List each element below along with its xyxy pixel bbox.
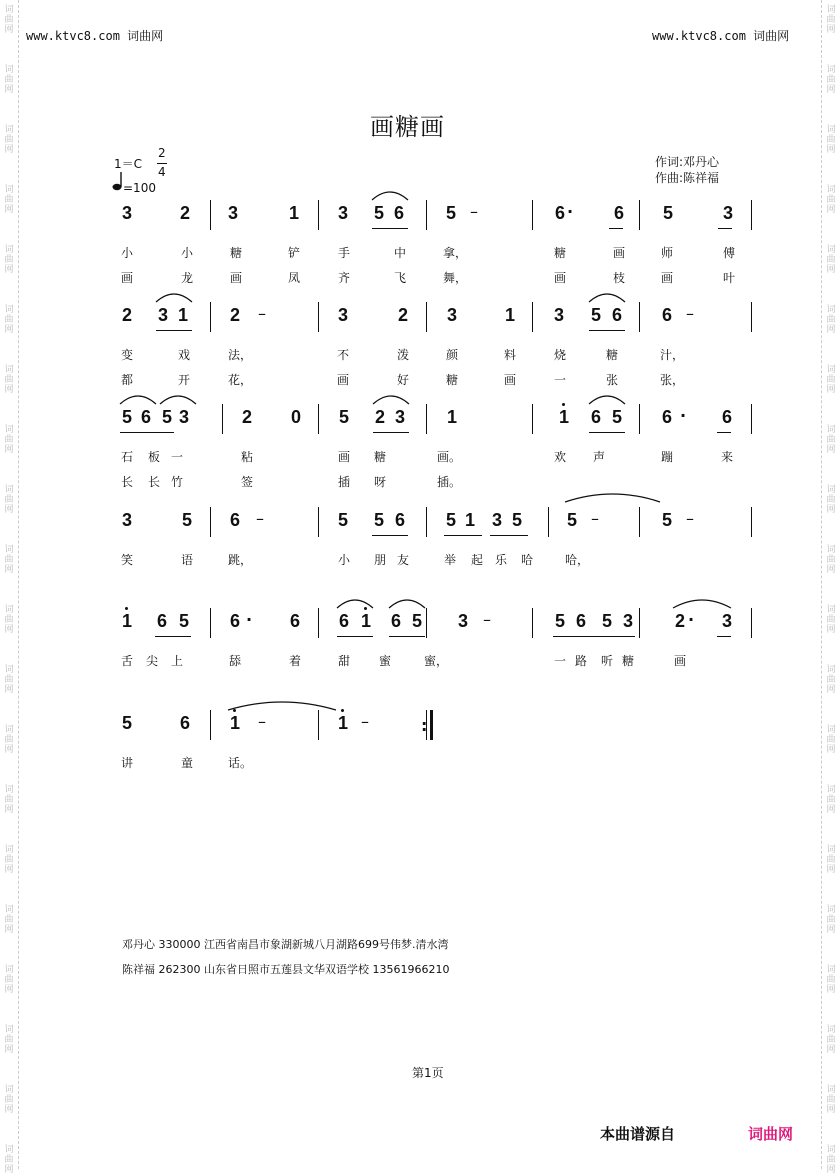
lyricist: 作词:邓丹心: [655, 155, 720, 169]
lyric-verse2: 飞: [393, 271, 406, 285]
lyric-verse1: 朋: [373, 553, 386, 567]
score-note: 3: [457, 611, 468, 631]
watermark-text: 词 曲 网: [4, 365, 14, 395]
bar-line: [751, 608, 752, 638]
watermark-text: 词 曲 网: [826, 185, 836, 215]
score-note: 3: [446, 305, 457, 325]
bar-line: [548, 507, 549, 537]
score-note: 1: [464, 510, 475, 530]
final-bar-thick: [430, 710, 433, 740]
beam-underline: [718, 228, 732, 229]
lyric-verse2: 叶: [722, 271, 735, 285]
header-site-left[interactable]: www.ktvc8.com 词曲网: [26, 29, 164, 43]
score-note: 5: [662, 203, 673, 223]
score-note: 3: [121, 510, 132, 530]
slur-arc: [673, 600, 731, 608]
watermark-text: 词 曲 网: [4, 665, 14, 695]
lyric-verse1: 拿，: [443, 246, 468, 260]
score-note: 1: [228, 714, 242, 732]
score-note: 5: [121, 407, 132, 427]
score-note: 2: [241, 407, 252, 427]
score-note: 2: [179, 203, 190, 223]
score-note: 5: [373, 510, 384, 530]
beam-underline: [717, 432, 731, 433]
lyric-verse1: 舔: [228, 654, 241, 668]
lyric-verse2: 签: [240, 475, 253, 489]
watermark-text: 词 曲 网: [826, 605, 836, 635]
lyric-verse2: 舞，: [443, 271, 468, 285]
slur-arc: [373, 396, 409, 404]
lyric-verse1: 糖: [605, 348, 618, 362]
song-title: 画糖画: [370, 113, 445, 141]
lyric-verse2: 齐: [337, 271, 350, 285]
bar-line: [639, 200, 640, 230]
score-note: 2: [121, 305, 132, 325]
lyric-verse1: 糖: [229, 246, 242, 260]
beam-underline: [155, 636, 191, 637]
bar-line: [210, 507, 211, 537]
bar-line: [426, 200, 427, 230]
beam-underline: [553, 636, 635, 637]
beam-underline: [609, 228, 623, 229]
repeat-dots: :: [421, 716, 428, 735]
lyric-verse2: 长: [147, 475, 160, 489]
lyric-verse1: 笑: [120, 553, 133, 567]
watermark-text: 词 曲 网: [4, 125, 14, 155]
bar-line: [318, 507, 319, 537]
lyric-verse1: 法，: [228, 348, 253, 362]
watermark-text: 词 曲 网: [4, 305, 14, 335]
lyric-verse1: 泼: [396, 348, 409, 362]
lyric-verse1: 甜: [337, 654, 350, 668]
augmentation-dot: ·: [688, 610, 695, 629]
lyric-verse2: 长: [120, 475, 133, 489]
bar-line: [318, 608, 319, 638]
watermark-text: 词 曲 网: [4, 905, 14, 935]
lyric-verse2: 凤: [287, 271, 300, 285]
bar-line: [639, 404, 640, 434]
score-note: 3: [722, 203, 733, 223]
lyric-verse1: 板: [147, 450, 160, 464]
lyric-verse2: 画: [660, 271, 673, 285]
bar-line: [532, 302, 533, 332]
score-note: 3: [394, 407, 405, 427]
lyric-verse1: 话。: [228, 756, 253, 770]
lyric-verse1: 举: [443, 553, 456, 567]
bar-line: [639, 302, 640, 332]
sustain-dash: –: [258, 712, 266, 731]
score-note: 5: [121, 713, 132, 733]
lyric-verse1: 小: [180, 246, 193, 260]
slur-arc: [160, 396, 196, 404]
lyric-verse1: 画: [612, 246, 625, 260]
watermark-text: 词 曲 网: [4, 5, 14, 35]
lyric-verse1: 着: [288, 654, 301, 668]
composer: 作曲:陈祥福: [655, 171, 720, 185]
lyric-verse1: 友: [396, 553, 409, 567]
score-note: 5: [373, 203, 384, 223]
slur-arc: [120, 396, 156, 404]
watermark-text: 词 曲 网: [826, 65, 836, 95]
watermark-text: 词 曲 网: [826, 125, 836, 155]
score-note: 2: [229, 305, 240, 325]
slur-arc: [389, 600, 425, 608]
bar-line: [318, 200, 319, 230]
slur-arc: [156, 294, 192, 302]
lyric-verse2: 枝: [612, 271, 625, 285]
lyric-verse1: 欢: [553, 450, 566, 464]
bar-line: [532, 200, 533, 230]
score-note: 3: [337, 203, 348, 223]
bar-line: [426, 608, 427, 638]
left-watermark-column: [0, 0, 18, 1175]
score-note: 6: [393, 203, 404, 223]
lyric-verse1: 汁，: [660, 348, 685, 362]
lyric-verse1: 哈，: [565, 553, 590, 567]
score-note: 6: [394, 510, 405, 530]
bar-line: [318, 302, 319, 332]
score-note: 5: [338, 407, 349, 427]
watermark-text: 词 曲 网: [4, 545, 14, 575]
sustain-dash: –: [258, 304, 266, 323]
watermark-text: 词 曲 网: [826, 1085, 836, 1115]
lyric-verse1: 铲: [287, 246, 300, 260]
watermark-text: 词 曲 网: [826, 725, 836, 755]
score-note: 6: [229, 510, 240, 530]
watermark-text: 词 曲 网: [826, 1145, 836, 1175]
bar-line: [426, 507, 427, 537]
lyric-verse1: 讲: [120, 756, 133, 770]
lyric-verse2: 竹: [170, 475, 183, 489]
score-note: 2: [374, 407, 385, 427]
beam-underline: [372, 535, 408, 536]
score-note: 5: [554, 611, 565, 631]
watermark-text: 词 曲 网: [826, 905, 836, 935]
beam-underline: [589, 432, 625, 433]
bar-line: [751, 200, 752, 230]
header-site-right[interactable]: www.ktvc8.com 词曲网: [652, 29, 790, 43]
slur-arc: [228, 702, 336, 710]
watermark-text: 词 曲 网: [4, 425, 14, 455]
score-note: 0: [290, 407, 301, 427]
lyric-verse1: 石: [120, 450, 133, 464]
watermark-text: 词 曲 网: [826, 785, 836, 815]
lyric-verse1: 起: [470, 553, 483, 567]
watermark-text: 词 曲 网: [4, 65, 14, 95]
score-note: 5: [590, 305, 601, 325]
right-watermark-column: [822, 0, 840, 1175]
time-signature-line: [157, 163, 167, 164]
lyric-verse1: 一: [553, 654, 566, 668]
time-signature-top: 2: [158, 146, 166, 160]
watermark-text: 词 曲 网: [4, 185, 14, 215]
score-note: 1: [177, 305, 188, 325]
lyric-verse1: 料: [503, 348, 516, 362]
bar-line: [532, 404, 533, 434]
lyric-verse2: 一: [553, 373, 566, 387]
lyric-verse1: 小: [337, 553, 350, 567]
address-line-1: 邓丹心 330000 江西省南昌市象湖新城八月湖路699号伟梦.清水湾: [122, 938, 449, 951]
score-note: 3: [553, 305, 564, 325]
lyric-verse2: 糖: [445, 373, 458, 387]
beam-underline: [156, 330, 192, 331]
watermark-text: 词 曲 网: [4, 1145, 14, 1175]
watermark-text: 词 曲 网: [826, 545, 836, 575]
sustain-dash: –: [686, 509, 694, 528]
lyric-verse1: 糖: [553, 246, 566, 260]
score-note: 6: [390, 611, 401, 631]
score-note: 5: [601, 611, 612, 631]
watermark-text: 词 曲 网: [4, 785, 14, 815]
lyric-verse1: 跳，: [228, 553, 253, 567]
lyric-verse1: 听: [600, 654, 613, 668]
lyric-verse1: 蜜: [378, 654, 391, 668]
watermark-text: 词 曲 网: [826, 5, 836, 35]
lyric-verse1: 童: [180, 756, 193, 770]
beam-underline: [373, 432, 409, 433]
watermark-text: 词 曲 网: [826, 365, 836, 395]
bar-line: [210, 302, 211, 332]
bar-line: [751, 507, 752, 537]
beam-underline: [444, 535, 482, 536]
score-note: 5: [611, 407, 622, 427]
lyric-verse2: 画: [336, 373, 349, 387]
lyric-verse1: 路: [574, 654, 587, 668]
watermark-text: 词 曲 网: [4, 485, 14, 515]
watermark-text: 词 曲 网: [826, 425, 836, 455]
bar-line: [426, 302, 427, 332]
lyric-verse2: 花，: [228, 373, 253, 387]
score-note: 3: [157, 305, 168, 325]
beam-underline: [717, 636, 731, 637]
lyric-verse1: 不: [336, 348, 349, 362]
lyric-verse2: 好: [396, 373, 409, 387]
beam-underline: [490, 535, 528, 536]
score-note: 6: [721, 407, 732, 427]
lyric-verse2: 开: [177, 373, 190, 387]
score-note: 5: [661, 510, 672, 530]
beam-underline: [389, 636, 425, 637]
score-note: 3: [121, 203, 132, 223]
lyric-verse1: 师: [660, 246, 673, 260]
score-note: 6: [613, 203, 624, 223]
lyric-verse2: 都: [120, 373, 133, 387]
bar-line: [222, 404, 223, 434]
score-note: 6: [179, 713, 190, 733]
score-note: 2: [397, 305, 408, 325]
bar-line: [532, 608, 533, 638]
score-note: 3: [227, 203, 238, 223]
score-note: 1: [557, 408, 571, 426]
watermark-text: 词 曲 网: [826, 665, 836, 695]
lyric-verse2: 插。: [437, 475, 462, 489]
lyric-verse2: 插: [337, 475, 350, 489]
lyric-verse1: 糖: [621, 654, 634, 668]
lyric-verse1: 哈: [520, 553, 533, 567]
lyric-verse1: 小: [120, 246, 133, 260]
lyric-verse1: 傅: [722, 246, 735, 260]
lyric-verse2: 张，: [660, 373, 685, 387]
score-note: 6: [590, 407, 601, 427]
bar-line: [639, 507, 640, 537]
bar-line: [210, 608, 211, 638]
bar-line: [751, 404, 752, 434]
lyric-verse1: 粘: [240, 450, 253, 464]
source-brand-link[interactable]: 词曲网: [748, 1125, 794, 1143]
lyric-verse2: 张: [605, 373, 618, 387]
lyric-verse1: 一: [170, 450, 183, 464]
lyric-verse1: 来: [720, 450, 733, 464]
slur-arc: [372, 192, 408, 200]
watermark-text: 词 曲 网: [4, 965, 14, 995]
score-note: 6: [338, 611, 349, 631]
score-note: 5: [337, 510, 348, 530]
slur-arc: [589, 294, 625, 302]
lyric-verse1: 蹦: [660, 450, 673, 464]
sustain-dash: –: [470, 202, 478, 221]
score-note: 6: [661, 407, 672, 427]
lyric-verse1: 上: [170, 654, 183, 668]
score-note: 5: [181, 510, 192, 530]
tempo: =100: [123, 181, 156, 195]
slur-arc: [337, 600, 373, 608]
score-note: 3: [721, 611, 732, 631]
beam-underline: [337, 636, 373, 637]
sustain-dash: –: [361, 712, 369, 731]
watermark-text: 词 曲 网: [826, 845, 836, 875]
key-signature: 1＝C: [114, 157, 143, 171]
score-note: 1: [120, 612, 134, 630]
watermark-text: 词 曲 网: [4, 605, 14, 635]
source-label: 本曲谱源自: [600, 1125, 676, 1143]
lyric-verse1: 手: [337, 246, 350, 260]
slur-arc: [565, 494, 660, 502]
augmentation-dot: ·: [680, 406, 687, 425]
watermark-text: 词 曲 网: [826, 305, 836, 335]
sustain-dash: –: [483, 610, 491, 629]
lyric-verse1: 画: [673, 654, 686, 668]
watermark-text: 词 曲 网: [4, 1025, 14, 1055]
lyric-verse1: 乐: [494, 553, 507, 567]
score-note: 5: [511, 510, 522, 530]
score-note: 6: [611, 305, 622, 325]
watermark-text: 词 曲 网: [826, 1025, 836, 1055]
score-note: 3: [622, 611, 633, 631]
lyric-verse1: 颜: [445, 348, 458, 362]
lyric-verse1: 戏: [177, 348, 190, 362]
left-border-line: [18, 0, 19, 1169]
lyric-verse2: 画: [503, 373, 516, 387]
address-line-2: 陈祥福 262300 山东省日照市五莲县文华双语学校 13561966210: [122, 963, 450, 976]
bar-line: [639, 608, 640, 638]
score-note: 5: [445, 203, 456, 223]
score-note: 1: [446, 407, 457, 427]
lyric-verse1: 糖: [373, 450, 386, 464]
lyric-verse2: 画: [553, 271, 566, 285]
lyric-verse1: 变: [120, 348, 133, 362]
score-note: 3: [178, 407, 189, 427]
score-note: 1: [504, 305, 515, 325]
score-note: 6: [156, 611, 167, 631]
lyric-verse1: 画: [337, 450, 350, 464]
lyric-verse2: 画: [229, 271, 242, 285]
lyric-verse1: 蜜，: [424, 654, 449, 668]
score-note: 5: [161, 407, 172, 427]
time-signature-bottom: 4: [158, 165, 166, 179]
watermark-text: 词 曲 网: [4, 1085, 14, 1115]
bar-line: [426, 404, 427, 434]
augmentation-dot: ·: [246, 610, 253, 629]
watermark-text: 词 曲 网: [826, 965, 836, 995]
score-note: 3: [491, 510, 502, 530]
sustain-dash: –: [256, 509, 264, 528]
score-note: 6: [554, 203, 565, 223]
score-note: 5: [566, 510, 577, 530]
sustain-dash: –: [686, 304, 694, 323]
score-note: 2: [674, 611, 685, 631]
watermark-text: 词 曲 网: [826, 245, 836, 275]
augmentation-dot: ·: [567, 202, 574, 221]
lyric-verse1: 烧: [553, 348, 566, 362]
beam-underline: [372, 228, 408, 229]
score-note: 5: [445, 510, 456, 530]
lyric-verse1: 中: [393, 246, 406, 260]
lyric-verse1: 声: [592, 450, 605, 464]
lyric-verse2: 龙: [180, 271, 193, 285]
lyric-verse1: 语: [180, 553, 193, 567]
score-note: 6: [661, 305, 672, 325]
score-note: 1: [336, 714, 350, 732]
score-note: 1: [359, 612, 373, 630]
score-note: 6: [140, 407, 151, 427]
sustain-dash: –: [591, 509, 599, 528]
bar-line: [210, 200, 211, 230]
beam-underline: [589, 330, 625, 331]
lyric-verse1: 舌: [120, 654, 133, 668]
bar-line: [210, 710, 211, 740]
score-note: 5: [411, 611, 422, 631]
score-note: 5: [178, 611, 189, 631]
watermark-text: 词 曲 网: [4, 845, 14, 875]
score-note: 6: [289, 611, 300, 631]
score-note: 6: [575, 611, 586, 631]
lyric-verse2: 呀: [373, 475, 386, 489]
beam-underline: [120, 432, 174, 433]
watermark-text: 词 曲 网: [4, 725, 14, 755]
watermark-text: 词 曲 网: [826, 485, 836, 515]
bar-line: [318, 404, 319, 434]
watermark-text: 词 曲 网: [4, 245, 14, 275]
lyric-verse2: 画: [120, 271, 133, 285]
slur-arc: [589, 396, 625, 404]
score-note: 1: [288, 203, 299, 223]
score-note: 6: [229, 611, 240, 631]
bar-line: [751, 302, 752, 332]
page-number: 第1页: [412, 1066, 444, 1080]
lyric-verse1: 尖: [145, 654, 158, 668]
score-note: 3: [337, 305, 348, 325]
bar-line: [318, 710, 319, 740]
lyric-verse1: 画。: [437, 450, 462, 464]
